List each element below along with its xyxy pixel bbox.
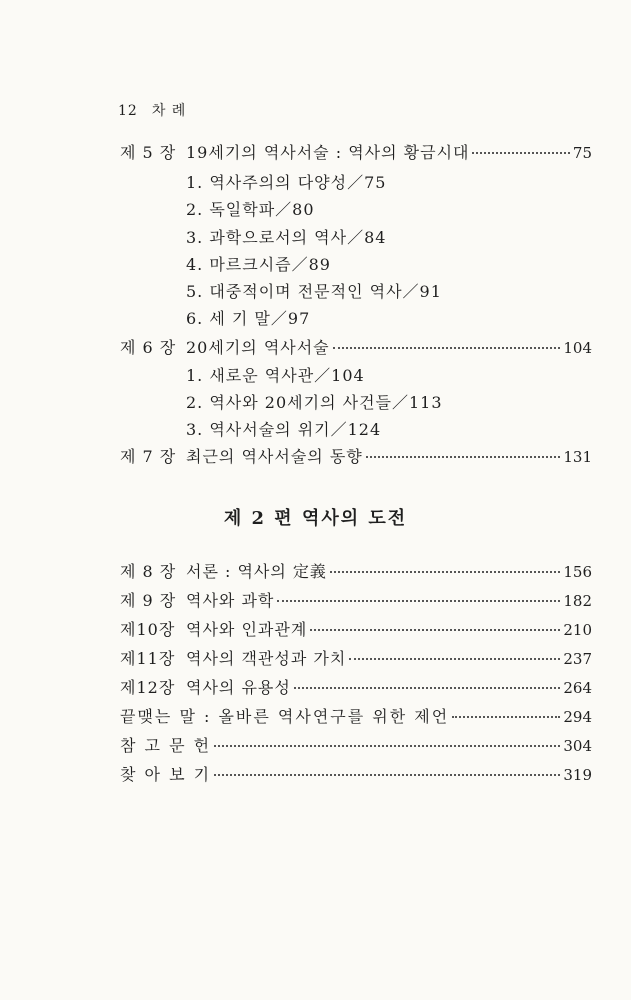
dot-leader bbox=[294, 687, 561, 689]
toc-section[interactable] bbox=[186, 392, 443, 414]
chapter-title: 서론 : 역사의 定義 bbox=[186, 562, 327, 581]
entry-title: 끝맺는 말 : 올바른 역사연구를 위한 제언 bbox=[120, 707, 450, 726]
toc-chapter-9[interactable] bbox=[120, 590, 592, 612]
chapter-label: 제 6 장 bbox=[120, 338, 177, 357]
dot-leader bbox=[330, 571, 560, 573]
running-header bbox=[118, 100, 186, 120]
section-title: 1. 새로운 역사관／104 bbox=[186, 366, 365, 385]
toc-chapter-12[interactable] bbox=[120, 677, 592, 699]
toc-chapter-5[interactable] bbox=[120, 142, 592, 164]
chapter-title: 역사의 유용성 bbox=[186, 678, 291, 697]
toc-chapter-8[interactable] bbox=[120, 561, 592, 583]
chapter-title: 역사와 과학 bbox=[186, 591, 275, 610]
section-title: 2. 역사와 20세기의 사건들／113 bbox=[186, 393, 443, 412]
dot-leader bbox=[349, 658, 560, 660]
toc-section[interactable] bbox=[186, 227, 386, 249]
toc-section[interactable] bbox=[186, 199, 315, 221]
section-title: 3. 역사서술의 위기／124 bbox=[186, 420, 382, 439]
section-title: 3. 과학으로서의 역사／84 bbox=[186, 228, 387, 247]
toc-section[interactable] bbox=[186, 365, 365, 387]
toc-chapter-6[interactable] bbox=[120, 337, 592, 359]
toc-references[interactable] bbox=[120, 735, 592, 757]
dot-leader bbox=[310, 629, 560, 631]
chapter-page: 264 bbox=[563, 679, 592, 697]
dot-leader bbox=[214, 745, 560, 747]
entry-title: 찾 아 보 기 bbox=[120, 765, 212, 784]
toc-index[interactable] bbox=[120, 764, 592, 786]
chapter-page: 237 bbox=[563, 650, 592, 668]
toc-section[interactable] bbox=[186, 419, 381, 441]
entry-page: 304 bbox=[563, 737, 592, 755]
chapter-label: 제12장 bbox=[120, 678, 176, 697]
entry-title: 참 고 문 헌 bbox=[120, 736, 212, 755]
chapter-title: 역사와 인과관계 bbox=[186, 620, 308, 639]
chapter-title: 19세기의 역사서술 : 역사의 황금시대 bbox=[186, 143, 470, 162]
toc-conclusion[interactable] bbox=[120, 706, 592, 728]
header-title: 차 례 bbox=[151, 103, 187, 119]
chapter-page: 156 bbox=[563, 563, 592, 581]
chapter-label: 제11장 bbox=[120, 649, 176, 668]
dot-leader bbox=[277, 600, 560, 602]
part-2-heading: 제 2 편 역사의 도전 bbox=[223, 508, 408, 529]
toc-section[interactable] bbox=[186, 308, 310, 330]
chapter-page: 75 bbox=[572, 144, 592, 162]
chapter-title: 20세기의 역사서술 bbox=[186, 338, 330, 357]
dot-leader bbox=[333, 347, 561, 349]
section-title: 5. 대중적이며 전문적인 역사／91 bbox=[186, 282, 442, 301]
toc-chapter-11[interactable] bbox=[120, 648, 592, 670]
chapter-page: 210 bbox=[563, 621, 592, 639]
chapter-title: 최근의 역사서술의 동향 bbox=[186, 447, 363, 466]
entry-page: 294 bbox=[563, 708, 592, 726]
chapter-page: 104 bbox=[563, 339, 592, 357]
section-title: 1. 역사주의의 다양성／75 bbox=[186, 173, 387, 192]
chapter-label: 제 7 장 bbox=[120, 447, 177, 466]
dot-leader bbox=[366, 456, 561, 458]
toc-section[interactable] bbox=[186, 254, 331, 276]
toc-chapter-7[interactable] bbox=[120, 446, 592, 468]
toc-section[interactable] bbox=[186, 172, 386, 194]
chapter-label: 제 5 장 bbox=[120, 143, 177, 162]
dot-leader bbox=[214, 774, 560, 776]
chapter-label: 제 8 장 bbox=[120, 562, 177, 581]
chapter-label: 제10장 bbox=[120, 620, 176, 639]
chapter-title: 역사의 객관성과 가치 bbox=[186, 649, 347, 668]
dot-leader bbox=[452, 716, 560, 718]
chapter-label: 제 9 장 bbox=[120, 591, 177, 610]
chapter-page: 131 bbox=[563, 448, 592, 466]
section-title: 6. 세 기 말／97 bbox=[186, 309, 311, 328]
dot-leader bbox=[472, 152, 569, 154]
toc-chapter-10[interactable] bbox=[120, 619, 592, 641]
section-title: 4. 마르크시즘／89 bbox=[186, 255, 331, 274]
chapter-page: 182 bbox=[563, 592, 592, 610]
header-page-number: 12 bbox=[118, 103, 138, 119]
entry-page: 319 bbox=[563, 766, 592, 784]
toc-section[interactable] bbox=[186, 281, 442, 303]
section-title: 2. 독일학파／80 bbox=[186, 200, 315, 219]
